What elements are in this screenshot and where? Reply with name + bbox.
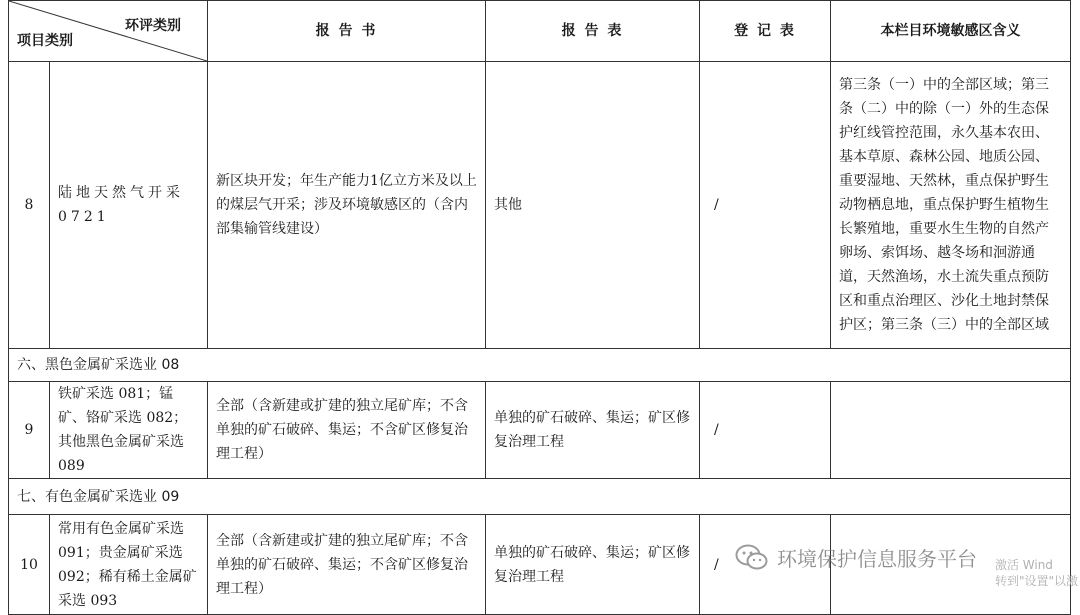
report-book-cell: 新区块开发；年生产能力1亿立方米及以上的煤层气开采；涉及环境敏感区的（含内部集输管线建设） [208,62,486,349]
report-form-cell: 单独的矿石破碎、集运；矿区修复治理工程 [486,382,700,479]
section-row [9,479,1071,515]
project-name: 常用有色金属矿采选 091；贵金属矿采选 092；稀有稀土金属矿采选 093 [50,515,208,615]
eia-classification-table [8,0,1071,615]
row-number: 10 [9,515,50,615]
project-name: 铁矿采选 081；锰矿、铬矿采选 082；其他黑色金属矿采选 089 [50,382,208,479]
row-number: 8 [9,62,50,349]
row-number: 9 [9,382,50,479]
col-header-sensitive-area: 本栏目环境敏感区含义 [831,1,1071,62]
table-row [9,62,1071,349]
activation-line-1: 激活 Wind [994,558,1053,572]
report-book-cell: 全部（含新建或扩建的独立尾矿库；不含单独的矿石破碎、集运；不含矿区修复治理工程） [208,382,486,479]
report-form-cell: 单独的矿石破碎、集运；矿区修复治理工程 [486,515,700,615]
watermark-text: 环境保护信息服务平台 [777,547,977,571]
corner-top-label: 环评类别 [125,18,181,34]
col-header-report-form: 报 告 表 [486,1,700,62]
section-row [9,349,1071,382]
report-form-cell: 其他 [486,62,700,349]
project-name: 陆地天然气开采0721 [50,62,208,349]
section-heading: 六、黑色金属矿采选业 08 [9,349,1071,382]
wechat-icon [735,544,769,572]
corner-bottom-label: 项目类别 [17,33,73,49]
activation-line-2: 转到"设置"以激 [994,574,1078,588]
header-row [9,1,1071,62]
table-row [9,382,1071,479]
report-book-cell: 全部（含新建或扩建的独立尾矿库；不含单独的矿石破碎、集运；不含矿区修复治理工程） [208,515,486,615]
activation-notice [995,557,1078,589]
sensitive-area-cell: 第三条（一）中的全部区域；第三条（二）中的除（一）外的生态保护红线管控范围，永久基本农田、基本草原、森林公园、地质公园、重要湿地、天然林，重点保护野生动物栖息地，重点保护野生植物生长繁殖地，重要水生生物的自然产卵场、索饵场、越冬场和洄游通道，天然渔场，水土流失重点预防区和重点治理区、沙化土地封禁保护区；第三条（三）中的全部区域 [831,62,1071,349]
col-header-registration: 登 记 表 [700,1,831,62]
diagonal-header-cell [9,1,208,62]
registration-cell: / [700,515,831,615]
col-header-report-book: 报 告 书 [208,1,486,62]
registration-cell: / [700,62,831,349]
section-heading: 七、有色金属矿采选业 09 [9,479,1071,515]
watermark [735,543,977,572]
sensitive-area-cell [831,382,1071,479]
registration-cell: / [700,382,831,479]
